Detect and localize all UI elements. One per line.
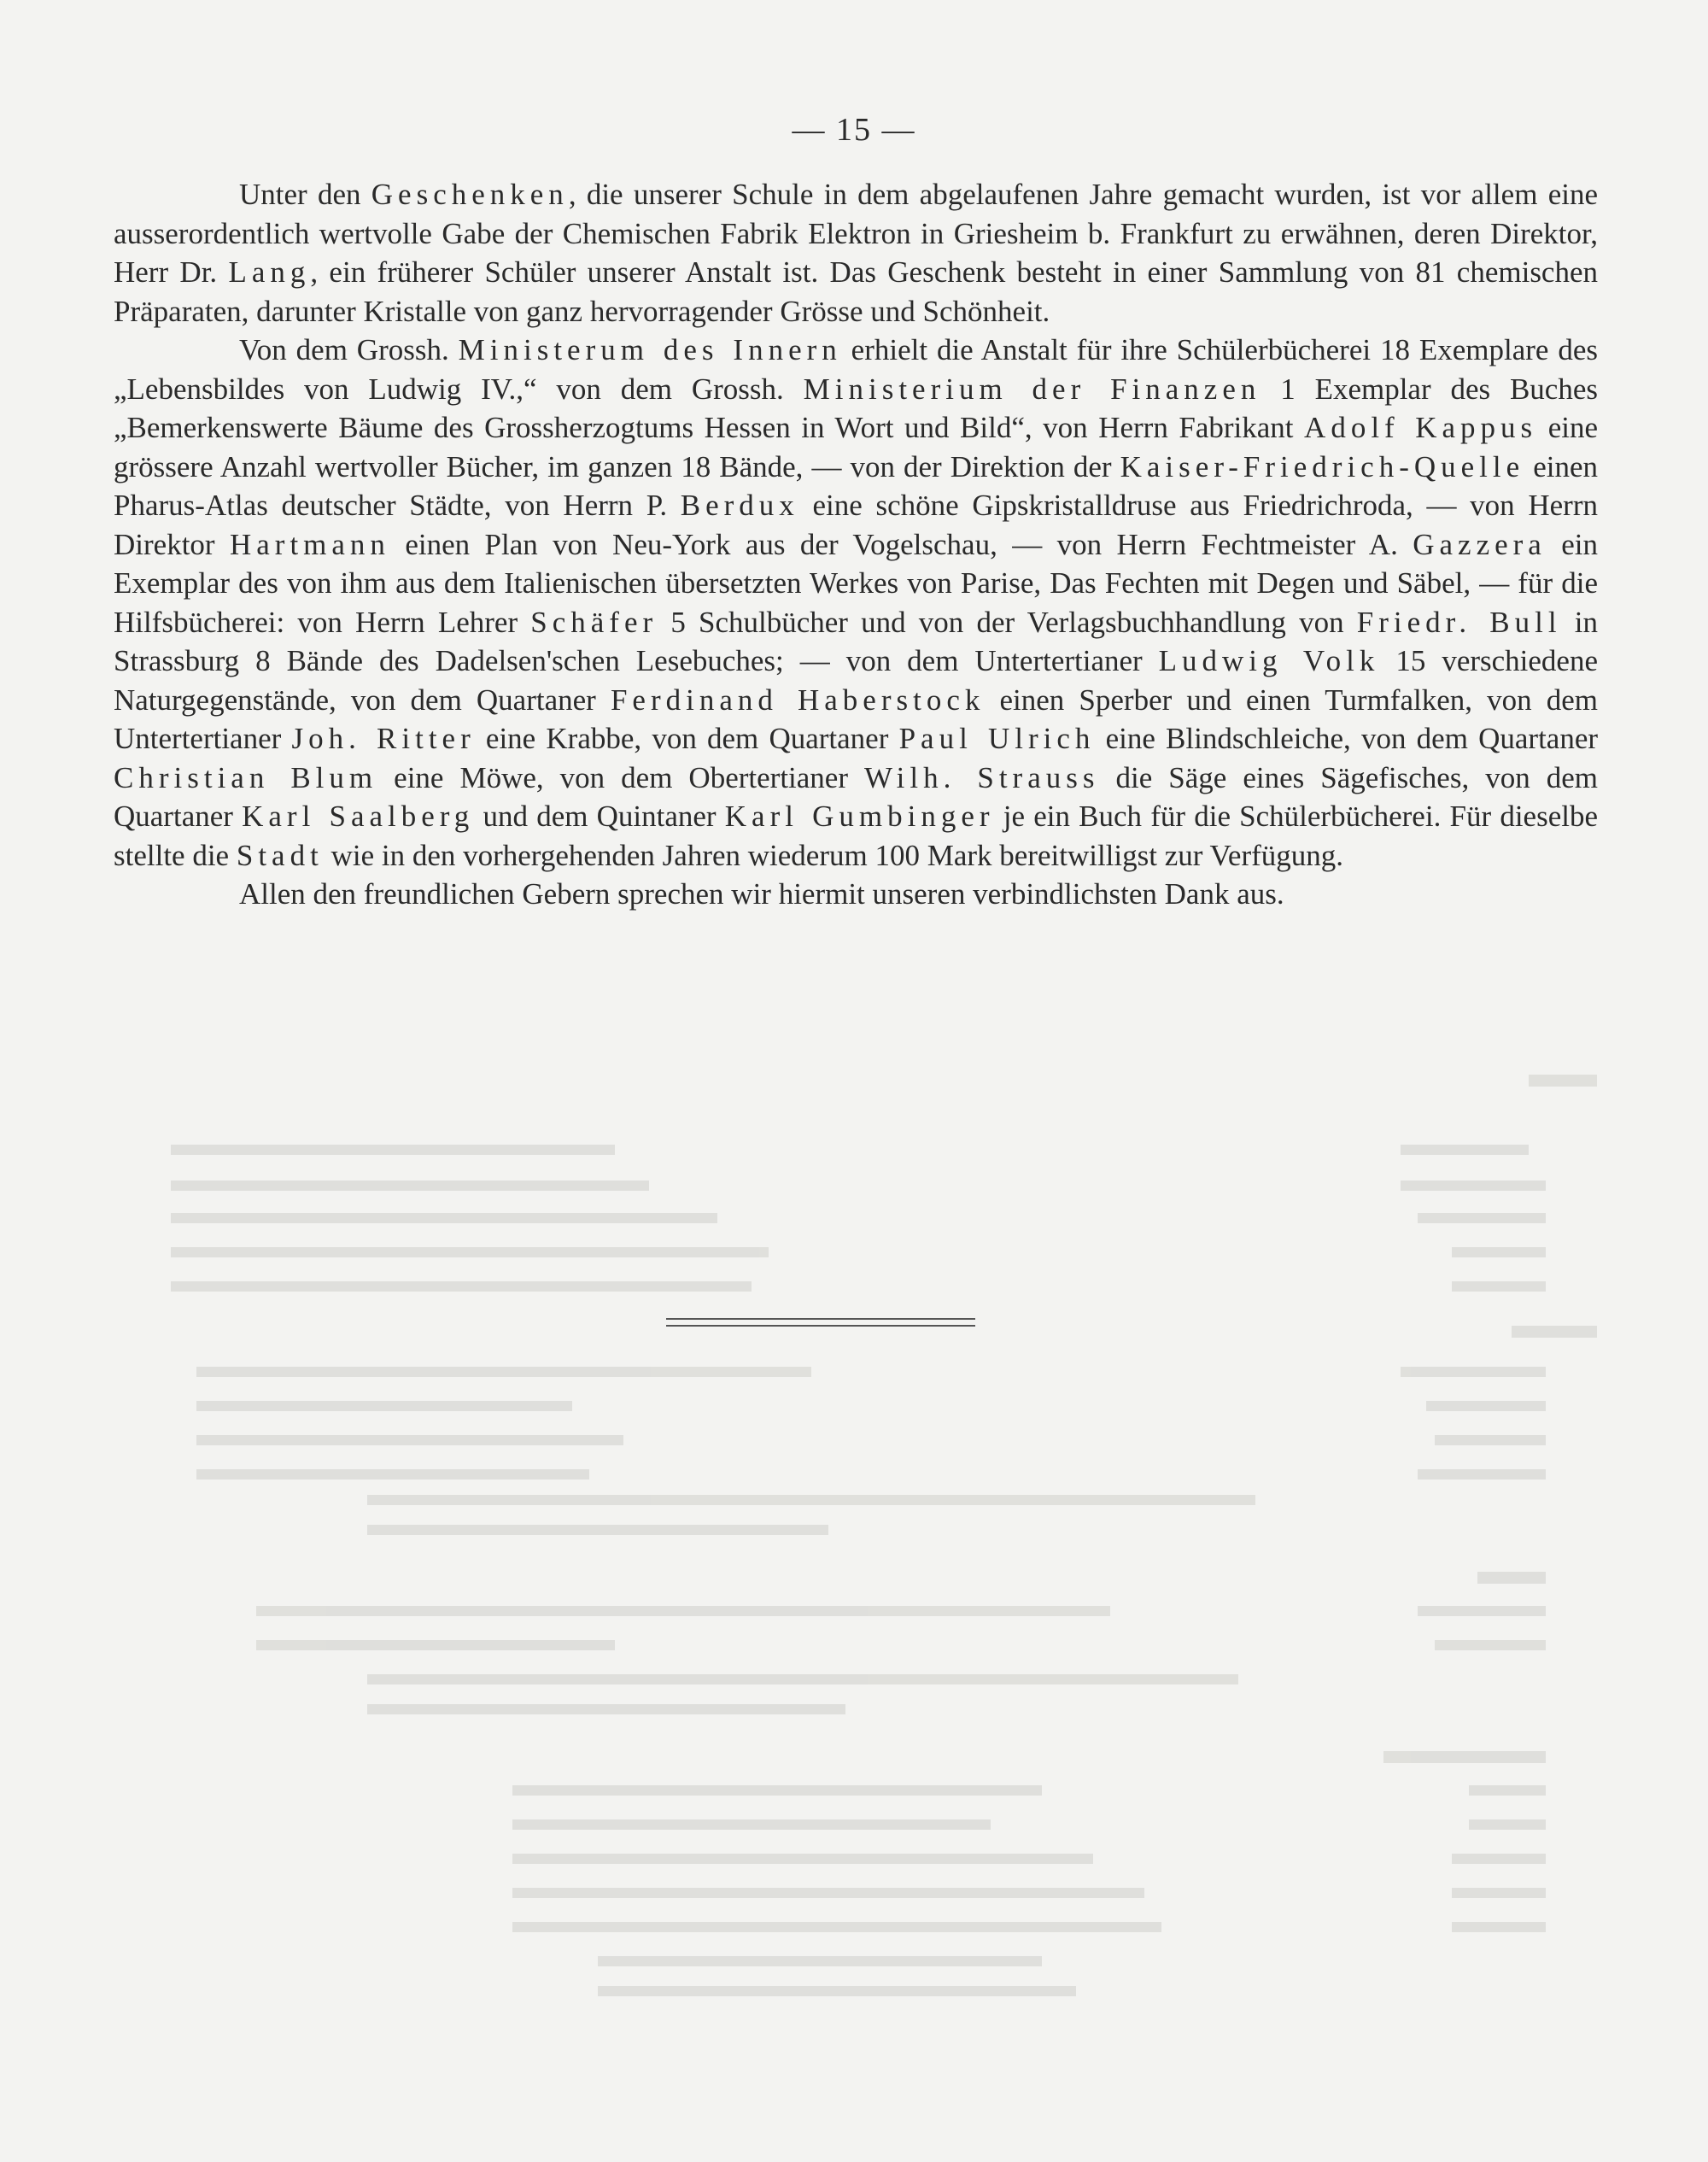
spaced-name: Ferdinand Haberstock — [610, 683, 986, 717]
text-run: eine Krabbe, von dem Quartaner — [475, 722, 899, 755]
text-run: erhielt die Anstalt für ihre Schülerbücherei 18 Exemplare des „Lebensbildes von Ludwig IV.,“ von dem Grossh. — [114, 333, 1599, 406]
spaced-name: Adolf Kappus — [1304, 411, 1538, 444]
text-run: ein Exemplar des von ihm aus dem Italienischen übersetzten Werkes von Parise, Das Fechten mit Degen und Säbel, — für die Hilfsbücherei: von Herrn Lehrer — [114, 527, 1598, 639]
spaced-name: Schäfer — [530, 605, 658, 639]
text-run: und dem Quintaner — [474, 800, 725, 833]
spaced-name: Wilh. Strauss — [864, 760, 1100, 794]
text-run: eine Blindschleiche, von dem Quartaner — [1095, 722, 1599, 755]
spaced-text: Kaiser-Friedrich-Quelle — [1120, 449, 1525, 483]
text-run: 1 Exemplar des Buches „Bemerkenswerte Bäume des Grossherzogtums Hessen in Wort und Bild“, von Herrn Fabrikant — [114, 372, 1598, 444]
spaced-name: Lang — [228, 255, 311, 289]
spaced-name: Hartmann — [229, 527, 390, 561]
text-run: einen Pharus-Atlas deutscher Städte, von Herrn P. — [114, 449, 1598, 522]
text-run: die Säge eines Sägefisches, von dem Quartaner — [114, 760, 1598, 833]
spaced-text: Geschenken — [371, 178, 569, 211]
page-number: — 15 — — [792, 112, 916, 148]
text-run: Unter den — [239, 178, 371, 211]
text-run: einen Plan von Neu-York aus der Vogelschau, — von Herrn Fechtmeister A. — [389, 527, 1413, 561]
spaced-name: Karl Gumbinger — [724, 800, 995, 833]
text-run: je ein Buch für die Schülerbücherei. Für dieselbe stellte die — [114, 800, 1598, 872]
text-run: einen Sperber und einen Turmfalken, von dem Untertertianer — [114, 683, 1598, 755]
text-run: , die unserer Schule in dem abgelaufenen Jahre gemacht wurden, ist vor allem eine ausserordentlich wertvolle Gabe der Chemischen Fabrik Elektron in Griesheim b. Frankfurt zu erwähnen, deren Direktor, Herr Dr. — [114, 178, 1598, 289]
spaced-name: Berdux — [680, 489, 799, 522]
spaced-name: Karl Saalberg — [242, 800, 475, 833]
text-run: , ein früherer Schüler unserer Anstalt ist. Das Geschenk besteht in einer Sammlung von 81 chemischen Präparaten, darunter Kristalle von ganz hervorragender Grösse und Schönheit. — [114, 255, 1599, 328]
text-run: 5 Schulbücher und von der Verlagsbuchhandlung von — [658, 605, 1357, 639]
spaced-name: Gazzera — [1413, 527, 1547, 561]
text-run: Allen den freundlichen Gebern sprechen wir hiermit unseren verbindlichsten Dank aus. — [239, 877, 1284, 911]
spaced-text: Ministerium der Finanzen — [803, 372, 1261, 406]
text-run: wie in den vorhergehenden Jahren wiederum 100 Mark bereitwilligst zur Verfügung. — [323, 838, 1344, 872]
spaced-text: Stadt — [236, 838, 324, 872]
text-run: eine schöne Gipskristalldruse aus Friedrichroda, — von Herrn Direktor — [114, 489, 1598, 561]
text-run: eine Möwe, von dem Obertertianer — [377, 760, 865, 794]
text-run: 15 verschiedene Naturgegenstände, von dem Quartaner — [114, 644, 1598, 717]
spaced-name: Paul Ulrich — [898, 722, 1096, 755]
text-run: eine grössere Anzahl wertvoller Bücher, im ganzen 18 Bände, — von der Direktion der — [114, 411, 1599, 483]
spaced-name: Ludwig Volk — [1158, 644, 1380, 677]
spaced-name: Joh. Ritter — [291, 722, 476, 755]
text-run: in Strassburg 8 Bände des Dadelsen'schen Lesebuches; — von dem Untertertianer — [114, 605, 1599, 677]
spaced-name: Christian Blum — [114, 760, 378, 794]
spaced-text: Ministerum des Innern — [458, 333, 842, 366]
spaced-name: Friedr. Bull — [1356, 605, 1562, 639]
text-run: Von dem Grossh. — [239, 333, 459, 366]
